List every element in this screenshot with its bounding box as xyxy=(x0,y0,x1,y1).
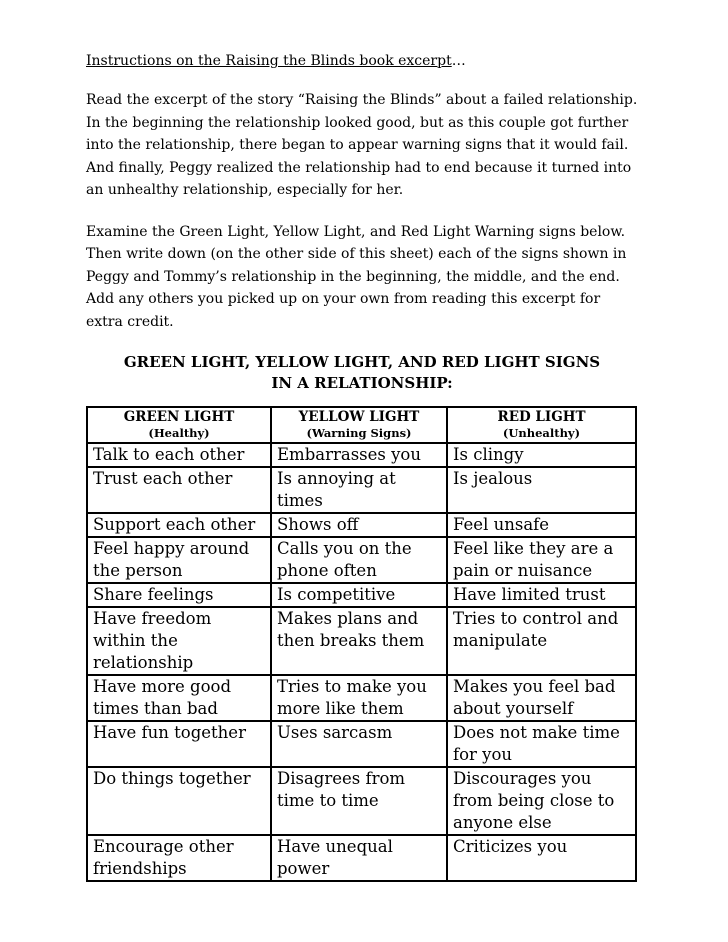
table-row xyxy=(87,767,636,835)
yellow-sign-cell: Disagrees from time to time xyxy=(271,767,447,835)
green-sign-cell: Have freedom within the relationship xyxy=(87,607,271,675)
table-row xyxy=(87,513,636,537)
signs-section-title-line-1: GREEN LIGHT, YELLOW LIGHT, AND RED LIGHT SIGNS xyxy=(123,353,601,371)
red-sign-cell: Criticizes you xyxy=(447,835,636,881)
red-sign-cell: Makes you feel bad about yourself xyxy=(447,675,636,721)
yellow-sign-cell: Tries to make you more like them xyxy=(271,675,447,721)
table-row xyxy=(87,721,636,767)
yellow-sign-cell: Is annoying at times xyxy=(271,467,447,513)
table-row xyxy=(87,537,636,583)
table-row xyxy=(87,607,636,675)
instructions-paragraph-2: Examine the Green Light, Yellow Light, and Red Light Warning signs below. Then write down (on the other side of this sheet) each of the signs shown in Peggy and Tommy’s relationship in the beginning, the middle, and the end. Add any others you picked up on your own from reading this excerpt for extra credit. xyxy=(86,223,627,330)
instructions-title: Instructions on the Raising the Blinds book excerpt xyxy=(86,53,452,69)
header-yellow-light xyxy=(271,407,447,443)
table-header-row xyxy=(87,407,636,443)
green-sign-cell: Have more good times than bad xyxy=(87,675,271,721)
green-sign-cell: Trust each other xyxy=(87,467,271,513)
green-sign-cell: Have fun together xyxy=(87,721,271,767)
yellow-sign-cell: Embarrasses you xyxy=(271,443,447,467)
red-sign-cell: Does not make time for you xyxy=(447,721,636,767)
header-red-light-title: RED LIGHT xyxy=(497,409,586,425)
yellow-sign-cell: Is competitive xyxy=(271,583,447,607)
table-row xyxy=(87,835,636,881)
green-sign-cell: Feel happy around the person xyxy=(87,537,271,583)
green-sign-cell: Do things together xyxy=(87,767,271,835)
instructions-paragraph-1: Read the excerpt of the story “Raising the Blinds” about a failed relationship. In the beginning the relationship looked good, but as this couple got further into the relationship, there began to appear warning signs that it would fail. And finally, Peggy realized the relationship had to end because it turned into an unhealthy relationship, especially for her. xyxy=(86,92,638,198)
red-sign-cell: Feel like they are a pain or nuisance xyxy=(447,537,636,583)
table-row xyxy=(87,583,636,607)
header-red-light xyxy=(447,407,636,443)
header-yellow-light-title: YELLOW LIGHT xyxy=(298,409,420,425)
green-sign-cell: Share feelings xyxy=(87,583,271,607)
green-sign-cell: Encourage other friendships xyxy=(87,835,271,881)
yellow-sign-cell: Shows off xyxy=(271,513,447,537)
yellow-sign-cell: Calls you on the phone often xyxy=(271,537,447,583)
relationship-signs-table xyxy=(86,406,637,882)
header-green-light-subtitle: (Healthy) xyxy=(148,426,210,440)
red-sign-cell: Is clingy xyxy=(447,443,636,467)
signs-section-title xyxy=(86,352,638,394)
red-sign-cell: Feel unsafe xyxy=(447,513,636,537)
red-sign-cell: Tries to control and manipulate xyxy=(447,607,636,675)
signs-section-title-line-2: IN A RELATIONSHIP: xyxy=(271,374,453,392)
yellow-sign-cell: Have unequal power xyxy=(271,835,447,881)
instructions-title-ellipsis: … xyxy=(451,53,466,69)
yellow-sign-cell: Uses sarcasm xyxy=(271,721,447,767)
red-sign-cell: Is jealous xyxy=(447,467,636,513)
green-sign-cell: Support each other xyxy=(87,513,271,537)
header-green-light-title: GREEN LIGHT xyxy=(123,409,235,425)
header-red-light-subtitle: (Unhealthy) xyxy=(502,426,581,440)
table-row xyxy=(87,443,636,467)
table-row xyxy=(87,467,636,513)
table-row xyxy=(87,675,636,721)
instructions-heading xyxy=(86,51,638,71)
yellow-sign-cell: Makes plans and then breaks them xyxy=(271,607,447,675)
document-page xyxy=(86,51,638,882)
header-yellow-light-subtitle: (Warning Signs) xyxy=(306,426,412,440)
green-sign-cell: Talk to each other xyxy=(87,443,271,467)
header-green-light xyxy=(87,407,271,443)
red-sign-cell: Discourages you from being close to anyone else xyxy=(447,767,636,835)
red-sign-cell: Have limited trust xyxy=(447,583,636,607)
